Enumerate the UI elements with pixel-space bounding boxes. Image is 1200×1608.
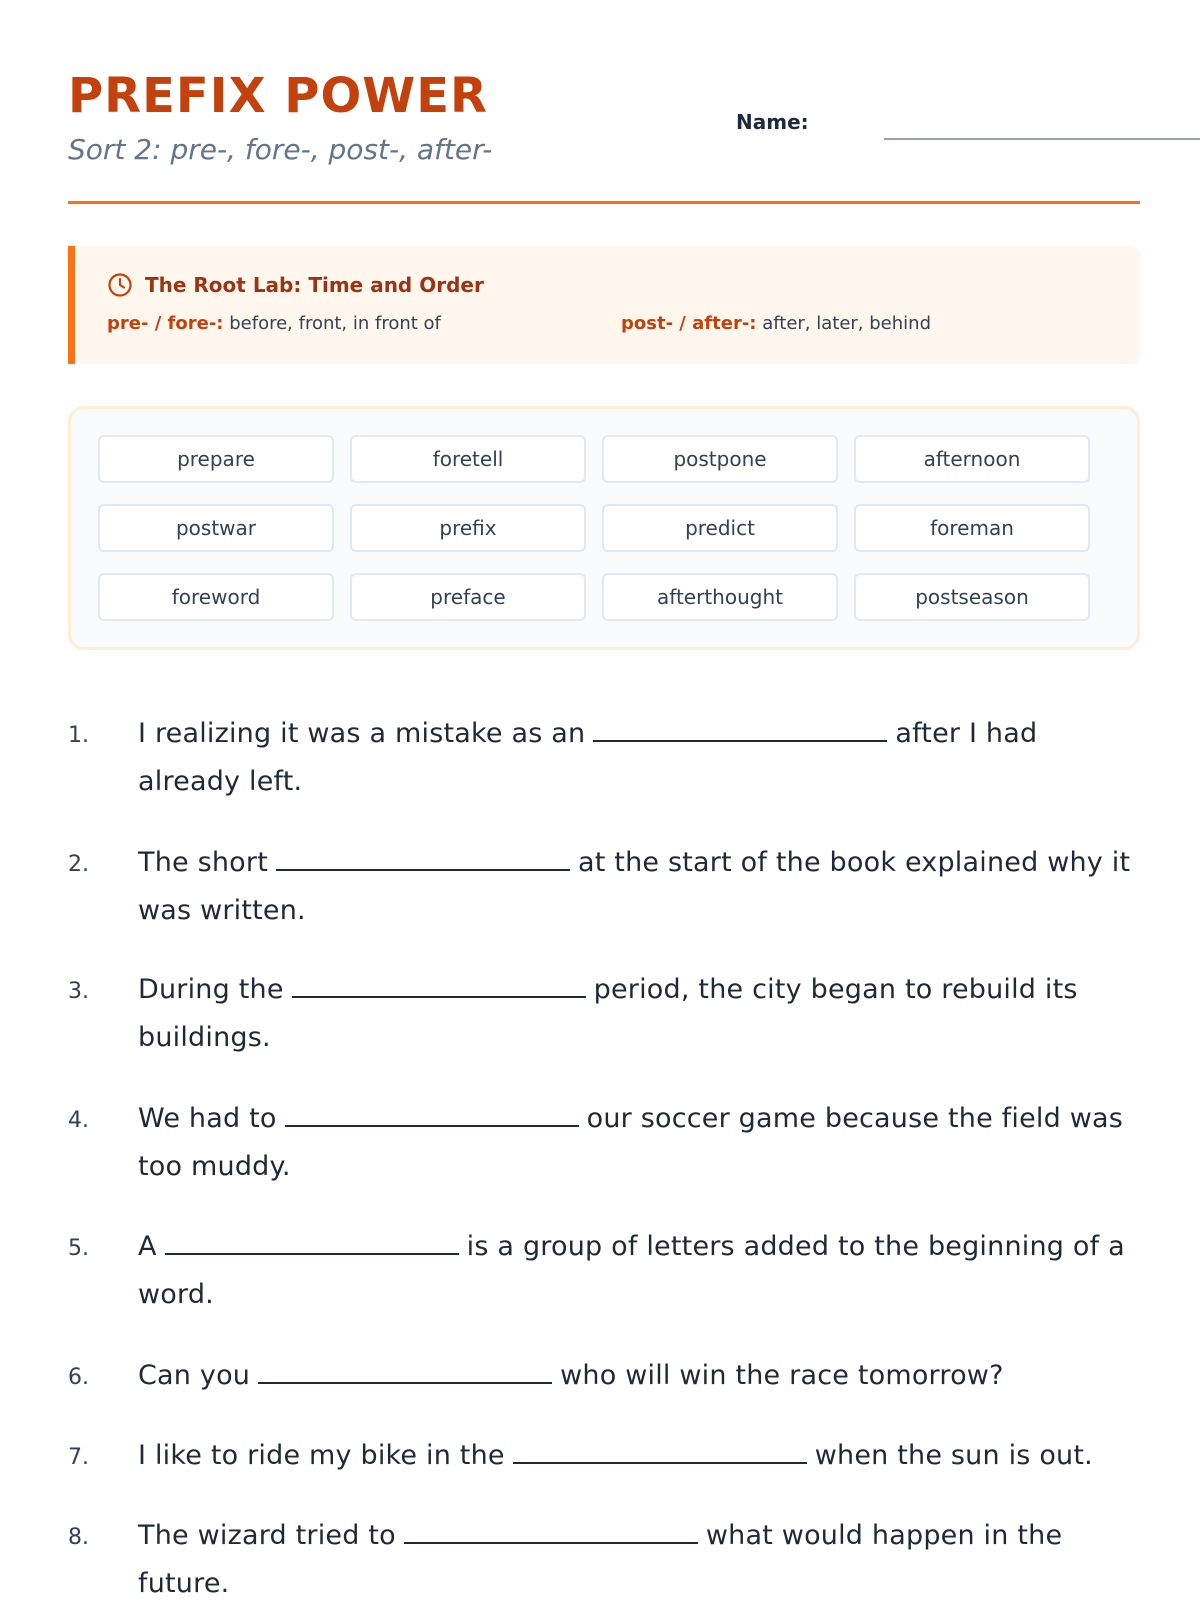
question-text-after: our soccer game because the field was too muddy. [138, 1103, 1123, 1182]
word-card[interactable]: afterthought [602, 573, 838, 621]
definition-meaning: after, later, behind [762, 313, 931, 334]
clock-icon [107, 272, 133, 298]
root-lab-heading [107, 272, 484, 298]
question-text [138, 966, 1140, 1062]
question-number: 8. [68, 1525, 89, 1550]
question-text-after: who will win the race tomorrow? [560, 1360, 1004, 1391]
worksheet-header [68, 64, 1140, 202]
question-number: 2. [68, 852, 89, 877]
root-lab-title: The Root Lab: Time and Order [145, 273, 484, 297]
name-input-line[interactable] [884, 138, 1200, 140]
definition-before [107, 313, 441, 334]
word-card[interactable]: afternoon [854, 435, 1090, 483]
question-text [138, 1223, 1140, 1319]
question-text [138, 710, 1140, 806]
definition-meaning: before, front, in front of [229, 313, 441, 334]
question-text-after: when the sun is out. [814, 1440, 1093, 1471]
page-subtitle: Sort 2: pre-, fore-, post-, after- [68, 133, 493, 166]
question-text-before: The short [138, 847, 268, 878]
word-card[interactable]: prepare [98, 435, 334, 483]
worksheet-page [68, 64, 1140, 1599]
question-text-after: what would happen in the future. [138, 1520, 1063, 1599]
word-card[interactable]: foretell [350, 435, 586, 483]
question-number: 3. [68, 979, 89, 1004]
word-card[interactable]: preface [350, 573, 586, 621]
name-label: Name: [736, 110, 809, 134]
question-number: 5. [68, 1236, 89, 1261]
question-number: 6. [68, 1365, 89, 1390]
definition-prefixes: pre- / fore-: [107, 313, 224, 334]
word-card[interactable]: foreword [98, 573, 334, 621]
question-text-after: is a group of letters added to the beginning of a word. [138, 1231, 1125, 1310]
question-text-after: period, the city began to rebuild its buildings. [138, 974, 1078, 1053]
header-divider [68, 201, 1140, 204]
answer-blank[interactable] [404, 1520, 698, 1544]
root-lab-box [68, 246, 1140, 364]
answer-blank[interactable] [258, 1360, 552, 1384]
definition-after [621, 313, 931, 334]
question-number: 4. [68, 1108, 89, 1133]
word-card[interactable]: predict [602, 504, 838, 552]
question-text [138, 1432, 1140, 1480]
word-bank [68, 406, 1140, 650]
word-card[interactable]: postseason [854, 573, 1090, 621]
word-card[interactable]: postwar [98, 504, 334, 552]
answer-blank[interactable] [276, 847, 570, 871]
question-text-before: We had to [138, 1103, 277, 1134]
word-card[interactable]: postpone [602, 435, 838, 483]
question-text-before: During the [138, 974, 284, 1005]
question-text [138, 1512, 1140, 1608]
question-number: 7. [68, 1445, 89, 1470]
definition-prefixes: post- / after-: [621, 313, 757, 334]
question-text [138, 1352, 1140, 1400]
word-card[interactable]: foreman [854, 504, 1090, 552]
question-text-before: Can you [138, 1360, 251, 1391]
question-text [138, 1095, 1140, 1191]
answer-blank[interactable] [285, 1103, 579, 1127]
answer-blank[interactable] [165, 1231, 459, 1255]
question-text-before: The wizard tried to [138, 1520, 396, 1551]
question-text [138, 839, 1140, 935]
question-text-after: after I had already left. [138, 718, 1038, 797]
question-text-after: at the start of the book explained why it was written. [138, 847, 1131, 926]
question-text-before: A [138, 1231, 157, 1262]
answer-blank[interactable] [513, 1440, 807, 1464]
word-card[interactable]: prefix [350, 504, 586, 552]
question-number: 1. [68, 723, 89, 748]
question-text-before: I realizing it was a mistake as an [138, 718, 586, 749]
page-title: PREFIX POWER [68, 68, 488, 124]
question-text-before: I like to ride my bike in the [138, 1440, 505, 1471]
answer-blank[interactable] [292, 974, 586, 998]
answer-blank[interactable] [593, 718, 887, 742]
name-field-row [736, 104, 1200, 144]
